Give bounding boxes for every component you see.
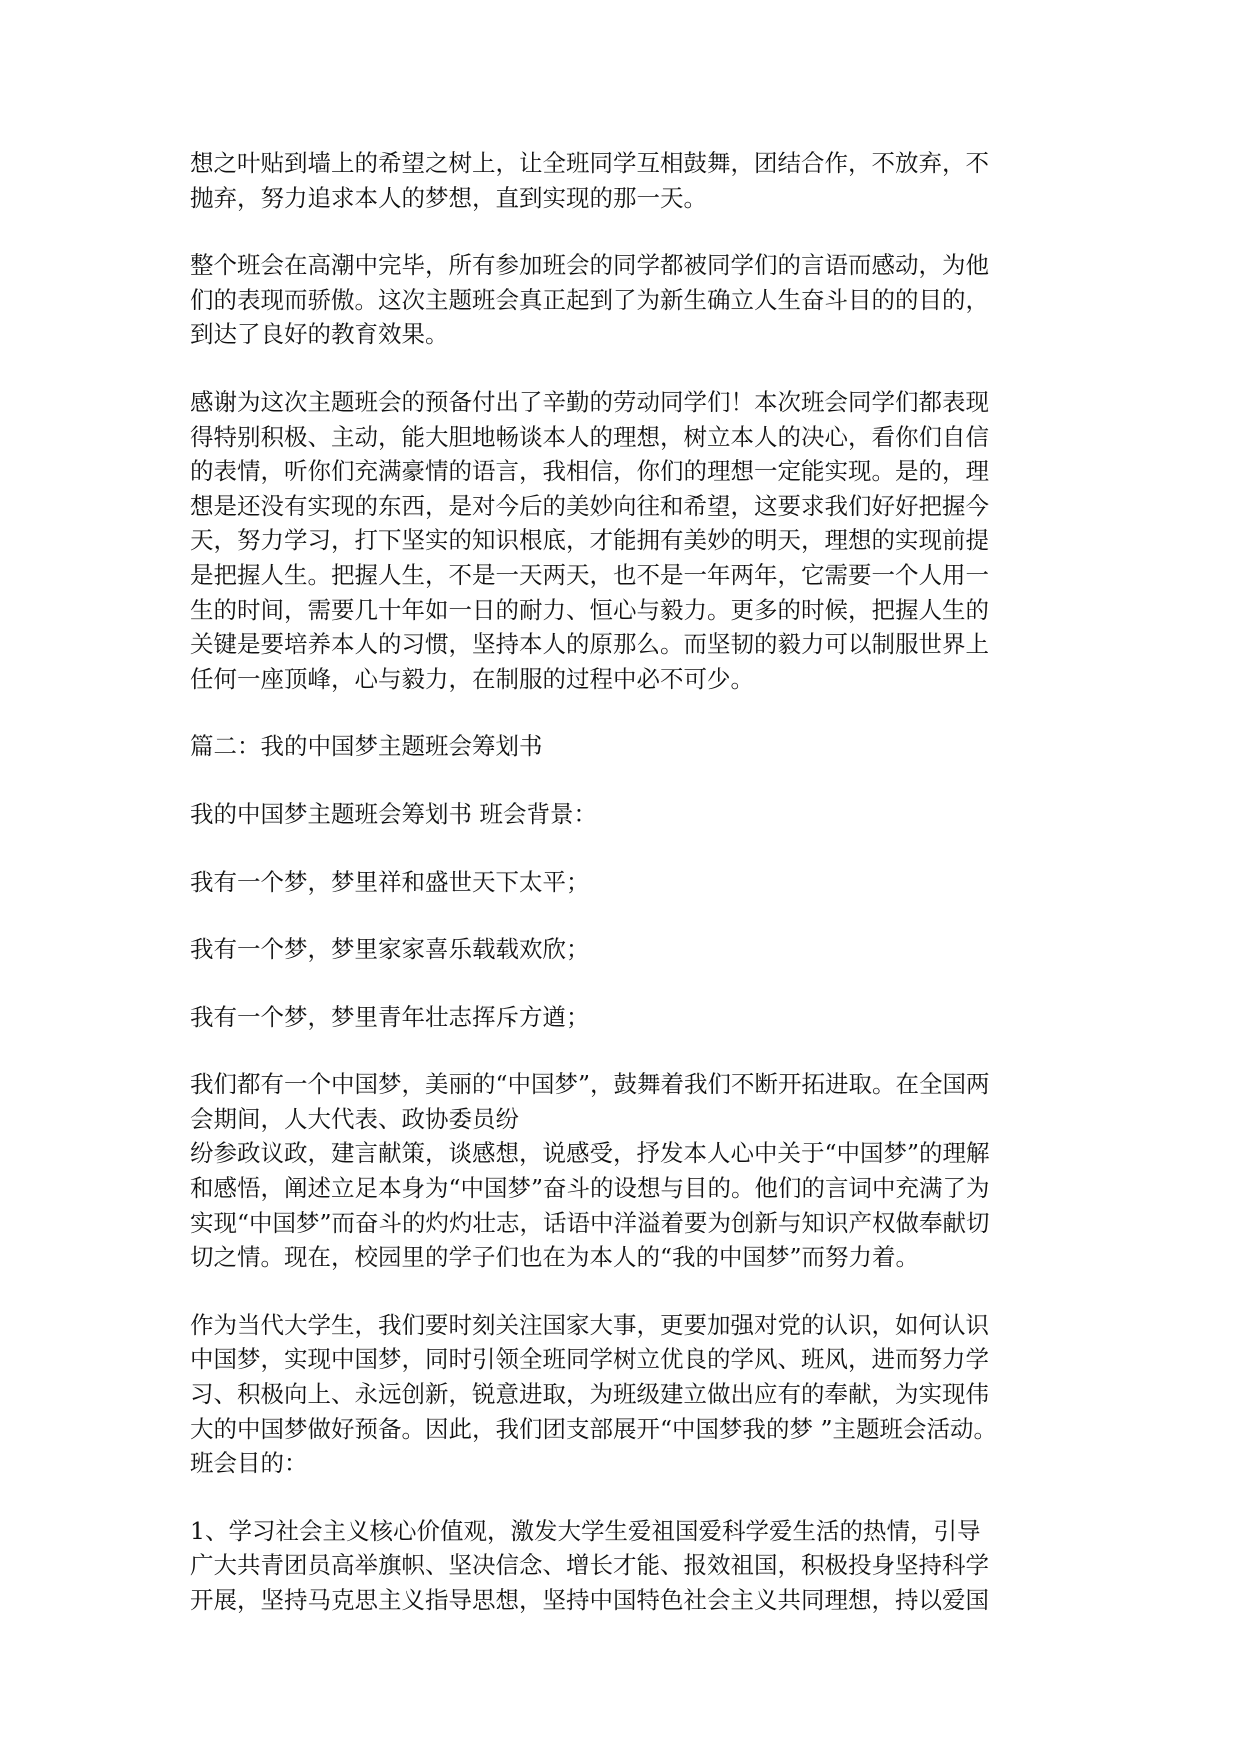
text-line: 广大共青团员高举旗帜、坚决信念、增长才能、报效祖国，积极投身坚持科学	[190, 1551, 989, 1580]
text-line: 作为当代大学生，我们要时刻关注国家大事，更要加强对党的认识，如何认识	[190, 1310, 989, 1339]
text-line: 想是还没有实现的东西，是对今后的美妙向往和希望，这要求我们好好把握今	[190, 491, 989, 520]
text-line: 我有一个梦，梦里家家喜乐载载欢欣；	[190, 935, 590, 964]
text-line: 篇二：我的中国梦主题班会筹划书	[190, 732, 543, 761]
paragraph	[190, 865, 1070, 900]
text-line: 大的中国梦做好预备。因此，我们团支部展开“中国梦我的梦 ”主题班会活动。	[190, 1414, 997, 1443]
paragraph	[190, 932, 1070, 967]
text-line: 切之情。现在，校园里的学子们也在为本人的“我的中国梦”而努力着。	[190, 1243, 920, 1272]
text-line: 和感悟，阐述立足本身为“中国梦”奋斗的设想与目的。他们的言词中充满了为	[190, 1174, 990, 1203]
section-heading	[190, 729, 1070, 764]
text-line: 想之叶贴到墙上的希望之树上，让全班同学互相鼓舞，团结合作，不放弃，不	[190, 149, 989, 177]
text-line: 会期间，人大代表、政协委员纷	[190, 1104, 519, 1133]
text-line: 开展，坚持马克思主义指导思想，坚持中国特色社会主义共同理想，持以爱国	[190, 1586, 989, 1614]
text-line: 的表情，听你们充满豪情的语言，我相信，你们的理想一定能实现。是的，理	[190, 457, 989, 486]
text-line: 习、积极向上、永远创新，锐意进取，为班级建立做出应有的奉献，为实现伟	[190, 1380, 989, 1409]
text-line: 天，努力学习，打下坚实的知识根底，才能拥有美妙的明天，理想的实现前提	[190, 526, 989, 555]
text-line: 得特别积极、主动，能大胆地畅谈本人的理想，树立本人的决心，看你们自信	[190, 422, 989, 451]
text-line: 生的时间，需要几十年如一日的耐力、恒心与毅力。更多的时候，把握人生的	[190, 595, 989, 624]
paragraph	[190, 385, 1070, 696]
text-line: 感谢为这次主题班会的预备付出了辛勤的劳动同学们！本次班会同学们都表现	[190, 387, 989, 416]
text-line: 我的中国梦主题班会筹划书 班会背景：	[190, 799, 597, 828]
paragraph	[190, 797, 1070, 832]
paragraph	[190, 248, 1070, 352]
text-line: 整个班会在高潮中完毕，所有参加班会的同学都被同学们的言语而感动，为他	[190, 251, 989, 280]
text-line: 纷参政议政，建言献策，谈感想，说感受，抒发本人心中关于“中国梦”的理解	[190, 1139, 990, 1168]
text-line: 班会目的：	[190, 1449, 308, 1478]
paragraph	[190, 146, 1070, 215]
paragraph	[190, 1067, 1070, 1275]
text-line: 我有一个梦，梦里青年壮志挥斥方遒；	[190, 1002, 590, 1031]
text-line: 中国梦，实现中国梦，同时引领全班同学树立优良的学风、班风，进而努力学	[190, 1345, 989, 1374]
text-line: 是把握人生。把握人生，不是一天两天，也不是一年两年，它需要一个人用一	[190, 560, 989, 589]
text-line: 到达了良好的教育效果。	[190, 320, 449, 349]
text-line: 1、学习社会主义核心价值观，激发大学生爱祖国爱科学爱生活的热情，引导	[190, 1516, 981, 1545]
text-line: 我有一个梦，梦里祥和盛世天下太平；	[190, 867, 590, 896]
document-body	[190, 146, 1070, 1618]
text-line: 实现“中国梦”而奋斗的灼灼壮志，话语中洋溢着要为创新与知识产权做奉献切	[190, 1208, 990, 1237]
paragraph	[190, 1514, 1070, 1618]
paragraph	[190, 1308, 1070, 1481]
text-line: 关键是要培养本人的习惯，坚持本人的原那么。而坚韧的毅力可以制服世界上	[190, 630, 989, 659]
text-line: 抛弃，努力追求本人的梦想，直到实现的那一天。	[190, 183, 707, 212]
text-line: 们的表现而骄傲。这次主题班会真正起到了为新生确立人生奋斗目的的目的，	[190, 285, 989, 314]
text-line: 我们都有一个中国梦，美丽的“中国梦”，鼓舞着我们不断开拓进取。在全国两	[190, 1070, 990, 1099]
paragraph	[190, 1000, 1070, 1035]
text-line: 任何一座顶峰，心与毅力，在制服的过程中必不可少。	[190, 664, 754, 693]
